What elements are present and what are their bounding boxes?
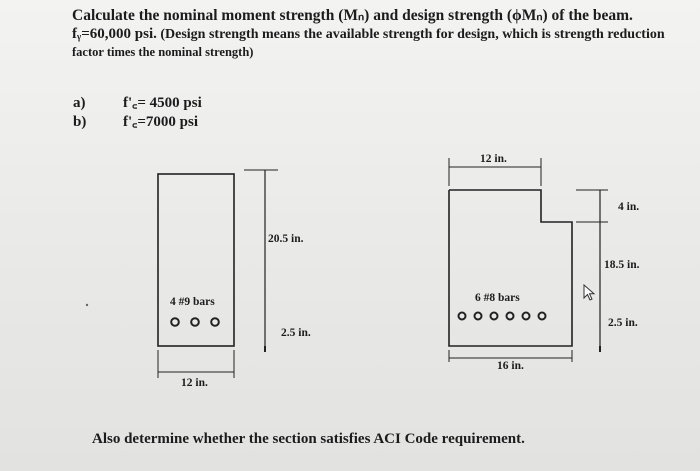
beam-2-section: [449, 158, 608, 362]
rebar: [475, 313, 482, 320]
beam-2-outline: [449, 190, 572, 346]
rebar: [191, 318, 199, 326]
rebar: [523, 313, 530, 320]
part-a-fc: f'꜀= 4500 psi: [123, 95, 202, 111]
rebar: [491, 313, 498, 320]
rebar: [459, 313, 466, 320]
beam-2-cover-label: 2.5 in.: [608, 317, 638, 329]
beam-1-bars: [171, 318, 219, 326]
beam-1-bars-label: 4 #9 bars: [170, 296, 215, 308]
beam-2-bars: [459, 313, 546, 320]
fy-value: fᵧ=60,000 psi.: [72, 26, 157, 42]
rebar: [171, 318, 179, 326]
part-b-label: b): [73, 114, 87, 130]
beam-1-height-label: 20.5 in.: [268, 233, 304, 245]
beam-1-width-label: 12 in.: [181, 377, 208, 389]
mouse-cursor-icon: [583, 284, 597, 302]
design-strength-note: (Design strength means the available strength for design, which is strength reduction: [160, 27, 665, 42]
beam-2-top-width-label: 12 in.: [480, 153, 507, 165]
page-speck: [86, 304, 88, 306]
beam-2-height-label: 18.5 in.: [604, 259, 640, 271]
beam-1-section: [158, 170, 278, 378]
rebar: [211, 318, 219, 326]
beam-2-width-label: 16 in.: [497, 360, 524, 372]
part-b-fc: f'꜀=7000 psi: [123, 114, 198, 130]
beam-2-step-label: 4 in.: [618, 201, 640, 213]
beam-1-cover-label: 2.5 in.: [281, 327, 311, 339]
part-a-label: a): [73, 95, 86, 111]
beam-2-bars-label: 6 #8 bars: [475, 292, 520, 304]
problem-line-1: Calculate the nominal moment strength (Mₙ) and design strength (ϕMₙ) of the beam.: [72, 7, 633, 24]
rebar: [539, 313, 546, 320]
rebar: [507, 313, 514, 320]
problem-line-3: factor times the nominal strength): [72, 45, 254, 59]
footer-instruction: Also determine whether the section satisfies ACI Code requirement.: [92, 431, 525, 447]
